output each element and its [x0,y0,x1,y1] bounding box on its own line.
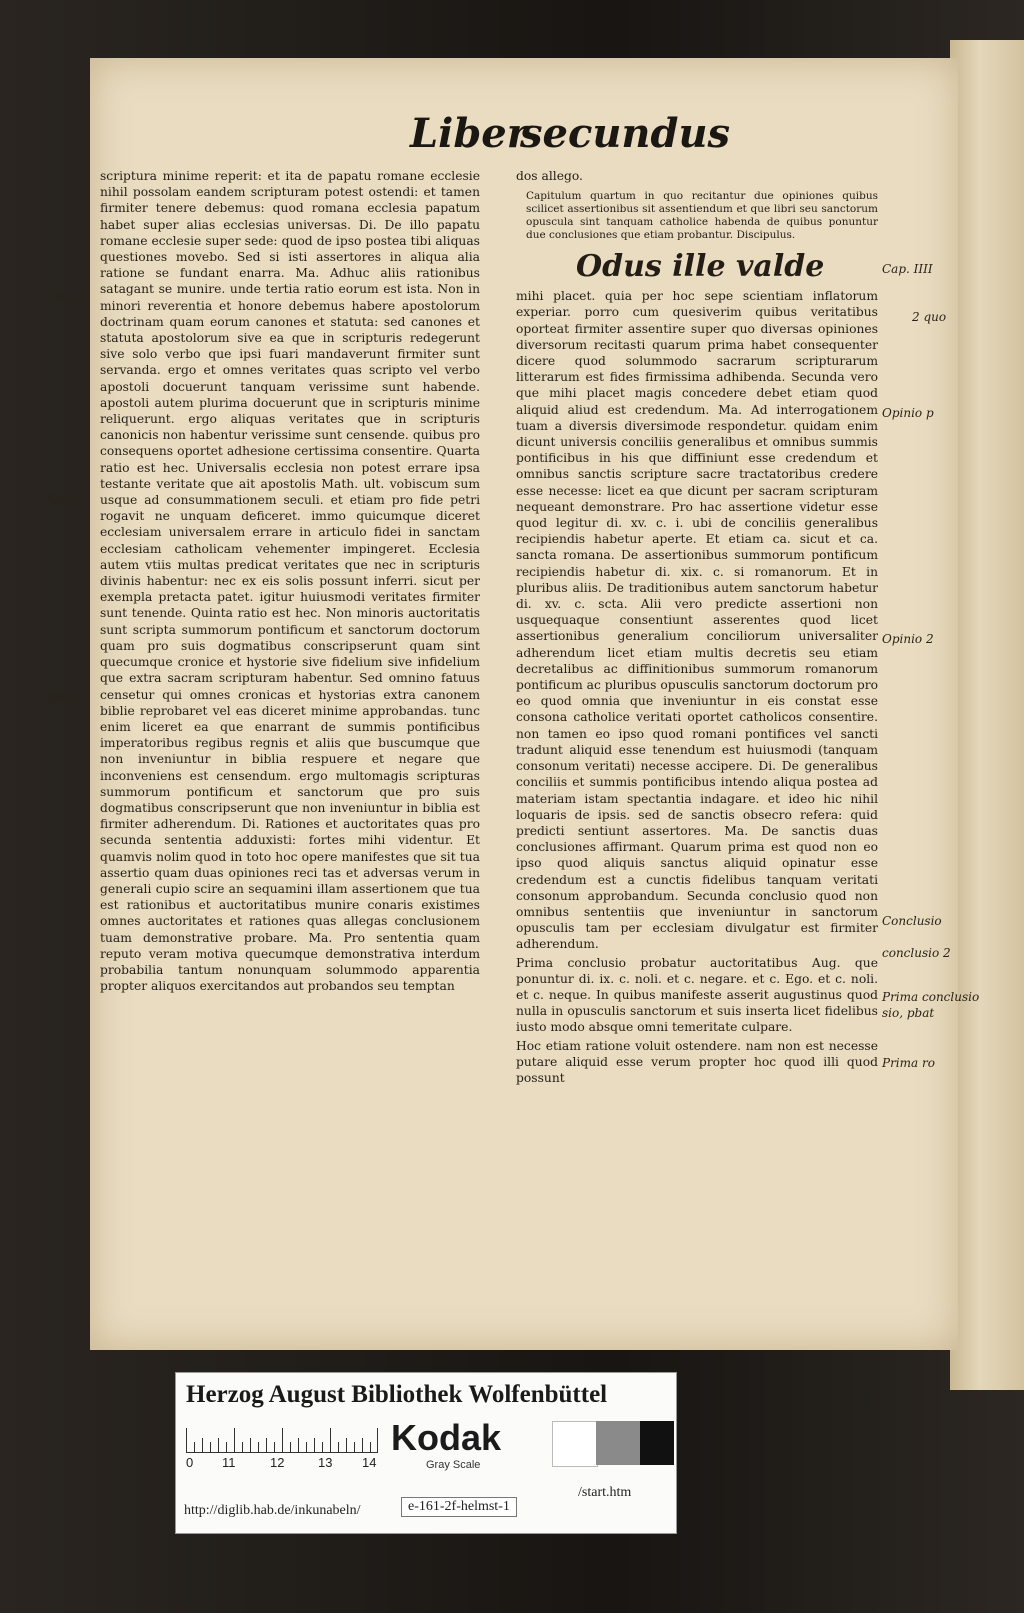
right-body-1: mihi placet. quia per hoc sepe scientiam inflatorum experiar. porro cum quesiverim quibus veritatibus oporteat firmiter assentire super quo diversas opiniones diversorum recitasti quarum prima habet consequenter dicere quod solummodo sacrarum scripturarum litterarum est fides firmissima adhibenda. Secunda vero que mihi placet magis concedere debet etiam quod aliquid aliud est credendum. Ma. Ad interrogationem tuam a diversis diversimode respondetur. quidam enim dicunt universis conciliis generalibus et omnibus summis pontificibus in his que diffiniunt esse credendum et omnibus sanctis scripture sacre tractatoribus credere esse necesse: licet ea que dicunt per sacram scripturam nequeant demonstrare. Pro hac assertione videtur esse quod legitur di. xv. c. i. ubi de conciliis generalibus recipiendis habetur aperte. Et etiam ca. sicut et ca. sancta romana. De assertionibus summorum pontificum recipiendis habetur di. xix. c. si romanorum. Et in pluribus aliis. De traditionibus autem sanctorum habetur di. xv. c. scta. Alii vero predicte assertioni non usquequaque consentiunt asserentes quod licet assertionibus generalium conciliorum universaliter adherendum licet etiam multis decretis seu etiam decretalibus ac diffinitionibus summorum romanorum pontificum ac pluribus opusculis sanctorum doctorum pro eo quod omnia que inveniuntur in eis constat esse consona catholice veritati oportet catholicos consentire. non tamen eo ipso quod romani pontifices vel sancti tradunt aliquid esse tenendum est huiusmodi (tanquam consonum veritati) necesse accipere. Di. De generalibus conciliis et summis pontificibus intendo aliqua postea ad materiam istam spectantia indagare. et ideo hic nihil loquaris de ipsis. sed de sanctis obsecro refera: quid predicti sentiunt assertores. Ma. De sanctis duas conclusiones affirmant. Quarum prima est quod non eo ipso quod aliquis sanctus aliquid opinatur esse credendum est a cunctis fidelibus tanquam veritati consonum approbandum. Secunda conclusio quod non omnibus sententiis que inveniuntur in sanctorum opusculis tam per ecclesiam divulgatur est firmiter adherendum. [516,289,878,952]
chapter-incipit: Odus ille valde [576,249,825,285]
right-text-column [516,168,878,1088]
ruler-num-0: 0 [186,1455,194,1470]
library-name: Herzog August Bibliothek Wolfenbüttel [186,1381,608,1408]
left-column-text: scriptura minime reperit: et ita de papatu romane ecclesie nihil possolam eandem scripturam potest ostendi: et tamen firmiter tenere debemus: quod romana ecclesia papatum habet super alias ecclesias universas. Di. De illo papatu romane ecclesie super sede: quod de ipso postea tibi aliquas questiones movebo. Sed si isti assertores in aliqua alia ratione se fundant enarra. Ma. Adhuc aliis rationibus satagant se munire. unde tertia ratio eorum est ista. Non in minori reverentia et honore debemus habere apostolorum doctrinam quam eorum canones et statuta: sed canones et statuta apostolorum sive ea que in scripturis redegerunt sive solo verbo que ipsi fuari mandaverunt firmiter sunt servanda. ergo et omnes veritates quas scripto vel verbo apostoli docuerunt tanquam verissime sunt habende. apostoli autem plurima docuerunt que in scripturis minime reliquerunt. ergo aliquas veritates que in scripturis canonicis non habentur verissime sunt censende. quibus pro consequens oportet adhesione certissima consentire. Quarta ratio est hec. Universalis ecclesia non potest errare ipsa testante veritate que ait apostolis Math. ult. vobiscum sum usque ad consummationem seculi. et etiam pro fide petri rogavit ne unquam deficeret. immo quicumque diceret ecclesiam universalem errare in articulo fidei in sanctam ecclesiam catholicam vehementer impingeret. Ecclesia autem vtiis multas predicat veritates que nec in scripturis divinis habentur: nec ex eis solis possunt inferri. sicut per exempla pretacta patet. igitur huiusmodi veritates firmiter sunt tenende. Quinta ratio est hec. Non minoris auctoritatis sunt scripta summorum pontificum et sanctorum doctorum quam pro suis dogmatibus conscripserunt quam sint quecumque cronice et hystorie sive fidelium sive infidelium que extra sacram scripturam habentur. Sed omnino fatuus censetur qui omnes cronicas et hystorias extra canonem biblie reprobaret vel eas diceret minime approbandas. tunc enim liceret ea que enarrant de summis pontificibus imperatoribus regibus regnis et aliis que buscumque que non inveniuntur in biblia respuere et negare que inconveniens est censendum. ergo multomagis scripturas summorum pontificum et sanctorum que pro suis dogmatibus conscripserunt que non inveniuntur in biblia est firmiter adherendum. Di. Rationes et auctoritates quas pro secunda sententia adduxisti: fortes mihi videntur. Et quamvis nolim quod in toto hoc opere manifestes que sit tua assertio quam duas opiniones reci tas et adversas verum in generali cupio scire an sequamini illam assertionem que tua est rationibus et auctoritatibus munire conaris existimes omnes auctoritates et rationes quas allegas conclusionem tuam demonstrative probare. Ma. Pro sententia quam reputo veram motiva quecumque demonstrativa interdum probabilia tantum nonunquam solummodo apparentia propter aliquos exercitandos aut probandos seu temptan [100,169,480,994]
margin-note-opinio1: Opinio p [882,406,934,420]
library-scan-label [175,1372,677,1534]
scale-ruler [186,1428,378,1453]
margin-note-conclusio2: conclusio 2 [882,946,951,960]
start-page-path: /start.htm [578,1485,632,1500]
ruler-num-12: 12 [270,1455,285,1470]
right-body-2: Prima conclusio probatur auctoritatibus Aug. que ponuntur di. ix. c. noli. et c. negare. et c. Ego. et c. noli. et c. neque. In quibus manifeste asserit augustinus quod nulla in opusculis sanctorum et suis inserta licet fidelibus iusto modo absque omni temeritate culpare. [516,955,878,1035]
margin-note-q2: 2 quo [912,310,947,324]
margin-note-sio-pbat: sio, pbat [882,1006,935,1020]
ruler-num-14: 14 [362,1455,377,1470]
right-body-3: Hoc etiam ratione voluit ostendere. nam non est necesse putare aliquid esse verum propter hoc quod illi quod possunt [516,1038,878,1085]
margin-note-prima-ro: Prima ro [882,1056,935,1070]
ruler-num-13: 13 [318,1455,333,1470]
header-liber: Liber [410,110,528,157]
kodak-logo: Kodak [391,1417,502,1458]
swatch-white [552,1421,598,1467]
adjacent-page-edge [950,40,1024,1390]
header-secundus: secundus [520,110,731,157]
right-intro: dos allego. [516,169,583,183]
margin-note-conclusio1: Conclusio [882,914,942,928]
margin-note-cap: Cap. IIII [882,262,933,276]
margin-note-prima-conclusio: Prima conclusio [882,990,980,1004]
swatch-black [640,1421,674,1465]
ruler-num-11: 11 [222,1455,236,1470]
digital-library-url: http://diglib.hab.de/inkunabeln/ [184,1503,361,1518]
swatch-gray [596,1421,640,1465]
grayscale-caption: Gray Scale [426,1459,481,1471]
shelfmark-box: e-161-2f-helmst-1 [401,1497,517,1517]
chapter-rubric: Capitulum quartum in quo recitantur due opiniones quibus scilicet assertionibus sit assentiendum et que libri seu sanctorum opuscula sint tanquam catholice habenda de quibus ponuntur due conclusiones que etiam probantur. Discipulus. [526,190,878,242]
margin-note-opinio2: Opinio 2 [882,632,934,646]
left-text-column [100,168,480,996]
margin-note-quarta: Quarta [48,492,91,506]
margin-note-quinta: Quinta [48,690,90,704]
margin-note-tercia: Tercia [48,290,86,304]
